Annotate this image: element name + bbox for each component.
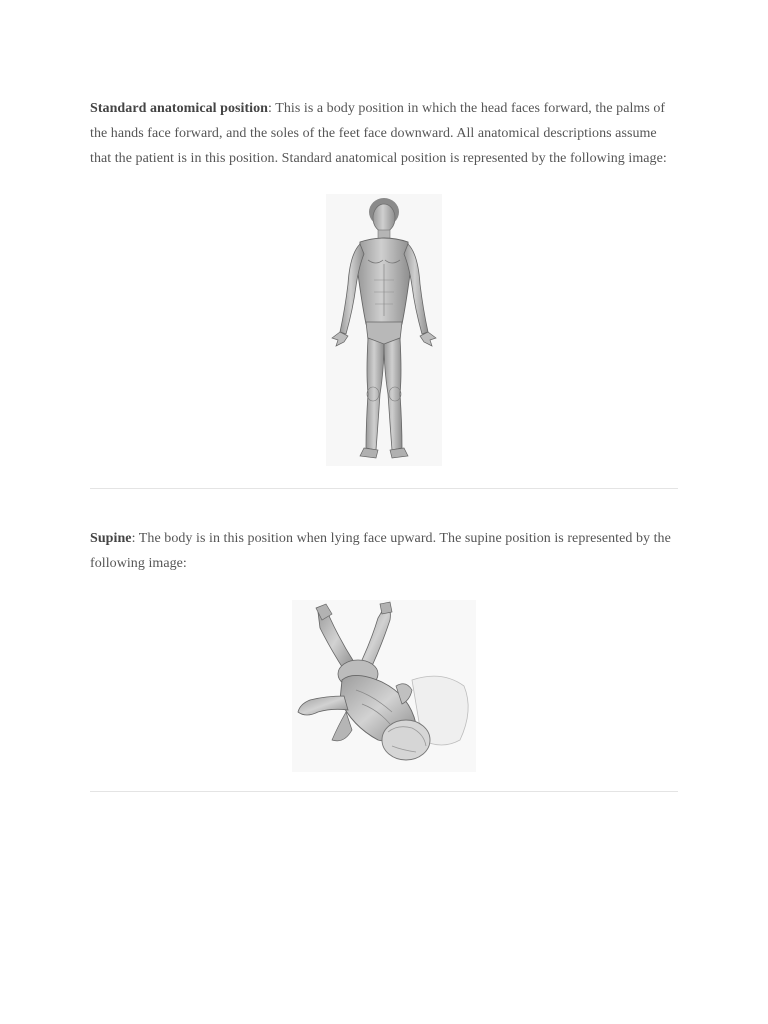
supine-body-figure-icon bbox=[292, 600, 476, 772]
document-body bbox=[90, 96, 678, 792]
figure-supine bbox=[90, 600, 678, 772]
standing-body-figure-icon bbox=[326, 194, 442, 466]
figure-standing bbox=[90, 194, 678, 466]
definition-term: Supine bbox=[90, 531, 132, 546]
section-supine bbox=[90, 526, 678, 792]
definition-text: : This is a body position in which the head faces forward, the palms of the hands face forward, and the soles of the feet face downward. All anatomical descriptions assume that the patient is in this position. Standard anatomical position is represented by the following image: bbox=[90, 101, 667, 166]
definition-text: : The body is in this position when lying face upward. The supine position is represented by the following image: bbox=[90, 531, 671, 571]
definition-paragraph bbox=[90, 96, 678, 171]
section-divider bbox=[90, 488, 678, 489]
definition-term: Standard anatomical position bbox=[90, 101, 268, 116]
section-standard-anatomical-position bbox=[90, 96, 678, 489]
definition-paragraph bbox=[90, 526, 678, 576]
section-divider bbox=[90, 791, 678, 792]
